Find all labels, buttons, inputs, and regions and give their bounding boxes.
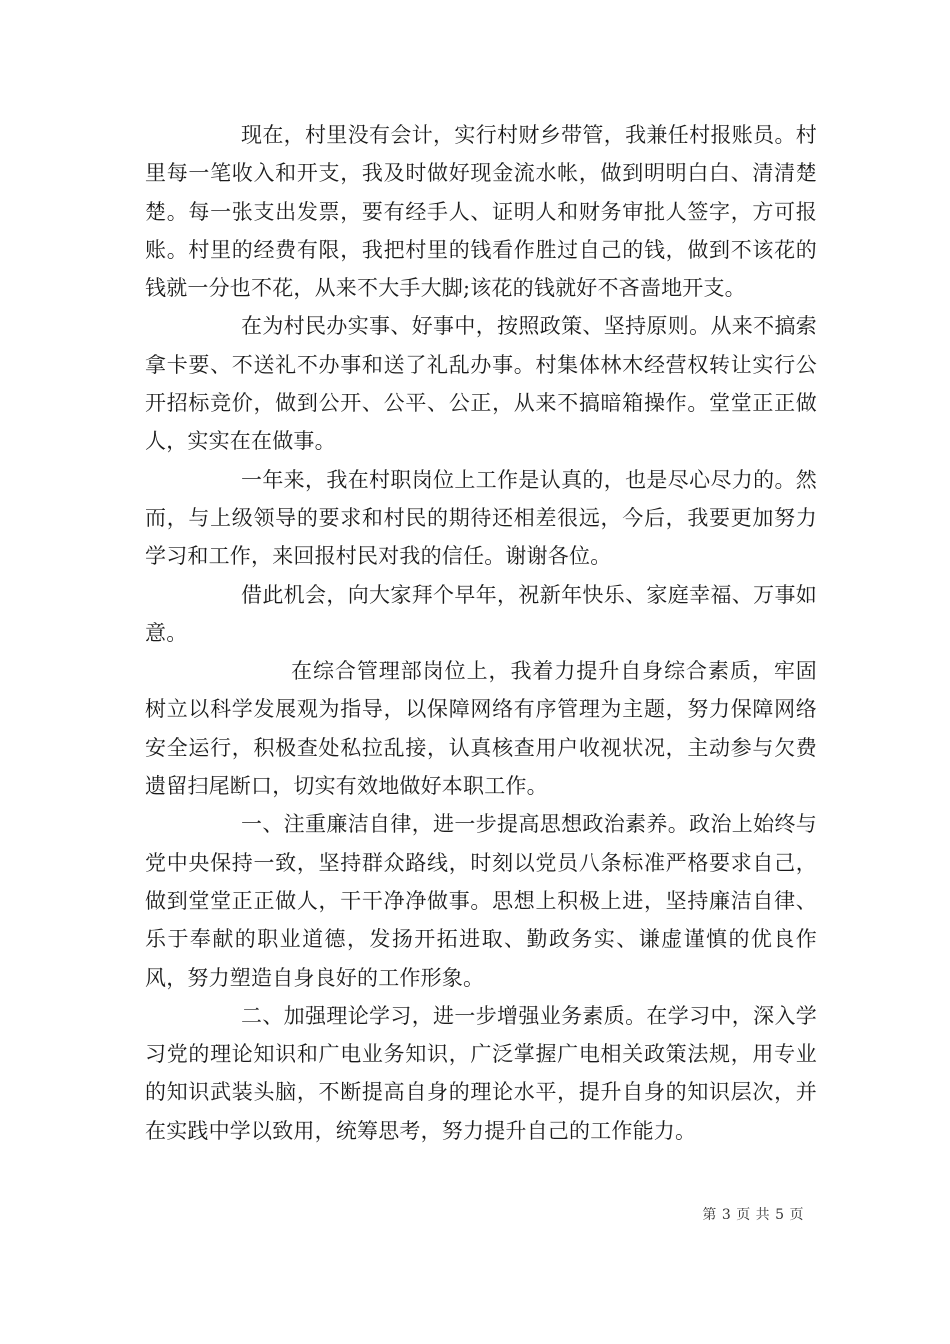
paragraph-integrity: 一、注重廉洁自律，进一步提高思想政治素养。政治上始终与党中央保持一致，坚持群众路线，时刻以党员八条标准严格要求自己，做到堂堂正正做人，干干净净做事。思想上积极上进，坚持廉洁自律、乐于奉献的职业道德，发扬开拓进取、勤政务实、谦虚谨慎的优良作风，努力塑造自身良好的工作形象。 bbox=[145, 812, 817, 990]
page-number-footer: 第 3 页 共 5 页 bbox=[702, 1207, 804, 1223]
paragraph-accounting: 现在，村里没有会计，实行村财乡带管，我兼任村报账员。村里每一笔收入和开支，我及时做好现金流水帐，做到明明白白、清清楚楚。每一张支出发票，要有经手人、证明人和财务审批人签字，方可报账。村里的经费有限，我把村里的钱看作胜过自己的钱，做到不该花的钱就一分也不花，从来不大手大脚;该花的钱就好不吝啬地开支。 bbox=[145, 123, 817, 301]
paragraph-new-year-greeting: 借此机会，向大家拜个早年，祝新年快乐、家庭幸福、万事如意。 bbox=[145, 582, 817, 645]
document-body bbox=[145, 116, 817, 1150]
paragraph-management-post: 在综合管理部岗位上，我着力提升自身综合素质，牢固树立以科学发展观为指导，以保障网络有序管理为主题，努力保障网络安全运行，积极查处私拉乱接，认真核查用户收视状况，主动参与欠费遗留扫尾断口，切实有效地做好本职工作。 bbox=[145, 659, 817, 799]
paragraph-year-summary: 一年来，我在村职岗位上工作是认真的，也是尽心尽力的。然而，与上级领导的要求和村民的期待还相差很远，今后，我要更加努力学习和工作，来回报村民对我的信任。谢谢各位。 bbox=[145, 467, 817, 569]
paragraph-theory-study: 二、加强理论学习，进一步增强业务素质。在学习中，深入学习党的理论知识和广电业务知识，广泛掌握广电相关政策法规，用专业的知识武装头脑，不断提高自身的理论水平，提升自身的知识层次，并在实践中学以致用，统筹思考，努力提升自己的工作能力。 bbox=[145, 1003, 817, 1143]
paragraph-villager-affairs: 在为村民办实事、好事中，按照政策、坚持原则。从来不搞索拿卡要、不送礼不办事和送了礼乱办事。村集体林木经营权转让实行公开招标竞价，做到公开、公平、公正，从来不搞暗箱操作。堂堂正正做人，实实在在做事。 bbox=[145, 314, 817, 454]
